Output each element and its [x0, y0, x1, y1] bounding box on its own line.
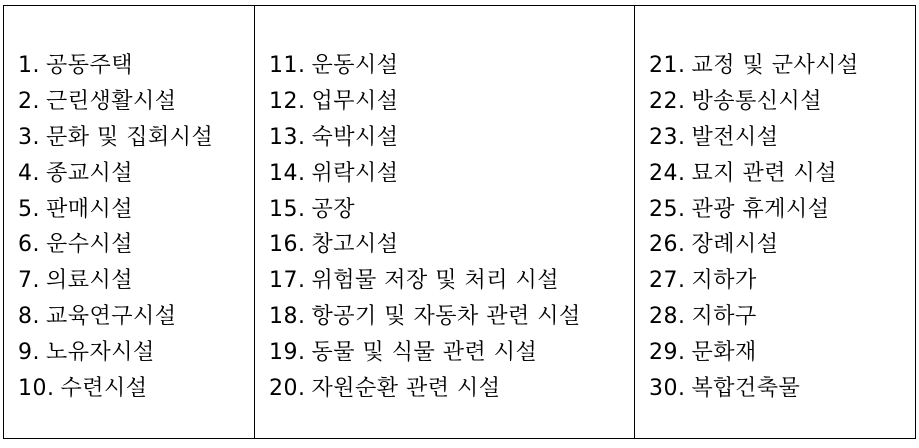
list-item: [649, 48, 915, 84]
list-item: [18, 156, 254, 192]
list-item: [18, 48, 254, 84]
item-number: 1.: [18, 53, 40, 78]
list-item: [269, 335, 634, 371]
list-item: [18, 120, 254, 156]
list-item: [269, 48, 634, 84]
item-label: 문화 및 집회시설: [46, 124, 214, 150]
list-item: [269, 84, 634, 120]
list-item: [18, 263, 254, 299]
item-number: 2.: [18, 88, 40, 114]
item-number: 29.: [649, 340, 686, 366]
item-number: 14.: [269, 160, 306, 186]
list-item: [649, 335, 915, 371]
item-label: 업무시설: [311, 88, 399, 114]
item-number: 7.: [18, 268, 40, 294]
item-label: 창고시설: [311, 232, 399, 258]
list-item: [649, 263, 915, 299]
item-number: 30.: [649, 376, 686, 402]
item-number: 26.: [649, 232, 686, 258]
item-number: 25.: [649, 196, 686, 222]
item-label: 노유자시설: [46, 340, 155, 366]
item-number: 20.: [269, 376, 306, 402]
item-number: 22.: [649, 88, 686, 114]
item-label: 숙박시설: [311, 124, 399, 150]
list-item: [269, 371, 634, 407]
item-number: 5.: [18, 196, 40, 222]
item-label: 방송통신시설: [691, 88, 823, 114]
item-number: 19.: [269, 340, 306, 366]
item-number: 10.: [18, 376, 55, 402]
item-label: 운수시설: [46, 232, 134, 258]
list-item: [18, 299, 254, 335]
column-2: [254, 6, 634, 438]
item-label: 운동시설: [311, 53, 399, 78]
item-number: 9.: [18, 340, 40, 366]
item-number: 4.: [18, 160, 40, 186]
list-item: [269, 227, 634, 263]
item-label: 수련시설: [60, 376, 148, 402]
item-label: 판매시설: [46, 196, 134, 222]
item-label: 문화재: [691, 340, 757, 366]
building-use-table: [3, 5, 916, 439]
item-label: 관광 휴게시설: [691, 196, 830, 222]
item-number: 17.: [269, 268, 306, 294]
item-number: 8.: [18, 304, 40, 330]
list-item: [649, 84, 915, 120]
list-item: [18, 371, 254, 407]
item-number: 23.: [649, 124, 686, 150]
item-number: 16.: [269, 232, 306, 258]
item-label: 동물 및 식물 관련 시설: [311, 340, 538, 366]
item-label: 의료시설: [46, 268, 134, 294]
item-label: 근린생활시설: [46, 88, 177, 114]
item-label: 지하구: [691, 304, 757, 330]
item-label: 위락시설: [311, 160, 399, 186]
item-label: 항공기 및 자동차 관련 시설: [311, 304, 581, 330]
item-number: 18.: [269, 304, 306, 330]
list-item: [269, 263, 634, 299]
item-label: 공장: [311, 196, 356, 222]
item-label: 위험물 저장 및 처리 시설: [311, 268, 559, 294]
item-label: 복합건축물: [691, 376, 801, 402]
list-item: [649, 192, 915, 228]
item-number: 11.: [269, 53, 306, 78]
item-number: 24.: [649, 160, 686, 186]
item-label: 자원순환 관련 시설: [311, 376, 501, 402]
item-number: 28.: [649, 304, 686, 330]
list-item: [649, 299, 915, 335]
item-label: 지하가: [691, 268, 757, 294]
item-number: 3.: [18, 124, 40, 150]
list-item: [649, 120, 915, 156]
item-label: 공동주택: [46, 53, 134, 78]
list-item: [269, 192, 634, 228]
item-number: 12.: [269, 88, 306, 114]
list-item: [269, 120, 634, 156]
item-number: 13.: [269, 124, 306, 150]
list-item: [18, 84, 254, 120]
list-item: [18, 192, 254, 228]
list-item: [269, 299, 634, 335]
item-label: 묘지 관련 시설: [691, 160, 837, 186]
item-number: 6.: [18, 232, 40, 258]
item-label: 교육연구시설: [46, 304, 177, 330]
item-number: 27.: [649, 268, 686, 294]
item-number: 15.: [269, 196, 306, 222]
column-3: [634, 6, 915, 438]
list-item: [18, 335, 254, 371]
list-item: [649, 156, 915, 192]
item-number: 21.: [649, 53, 686, 78]
list-item: [649, 227, 915, 263]
item-label: 발전시설: [691, 124, 779, 150]
list-item: [18, 227, 254, 263]
list-item: [649, 371, 915, 407]
item-label: 장례시설: [691, 232, 779, 258]
list-item: [269, 156, 634, 192]
item-label: 교정 및 군사시설: [691, 53, 859, 78]
item-label: 종교시설: [46, 160, 134, 186]
column-1: [4, 6, 254, 438]
